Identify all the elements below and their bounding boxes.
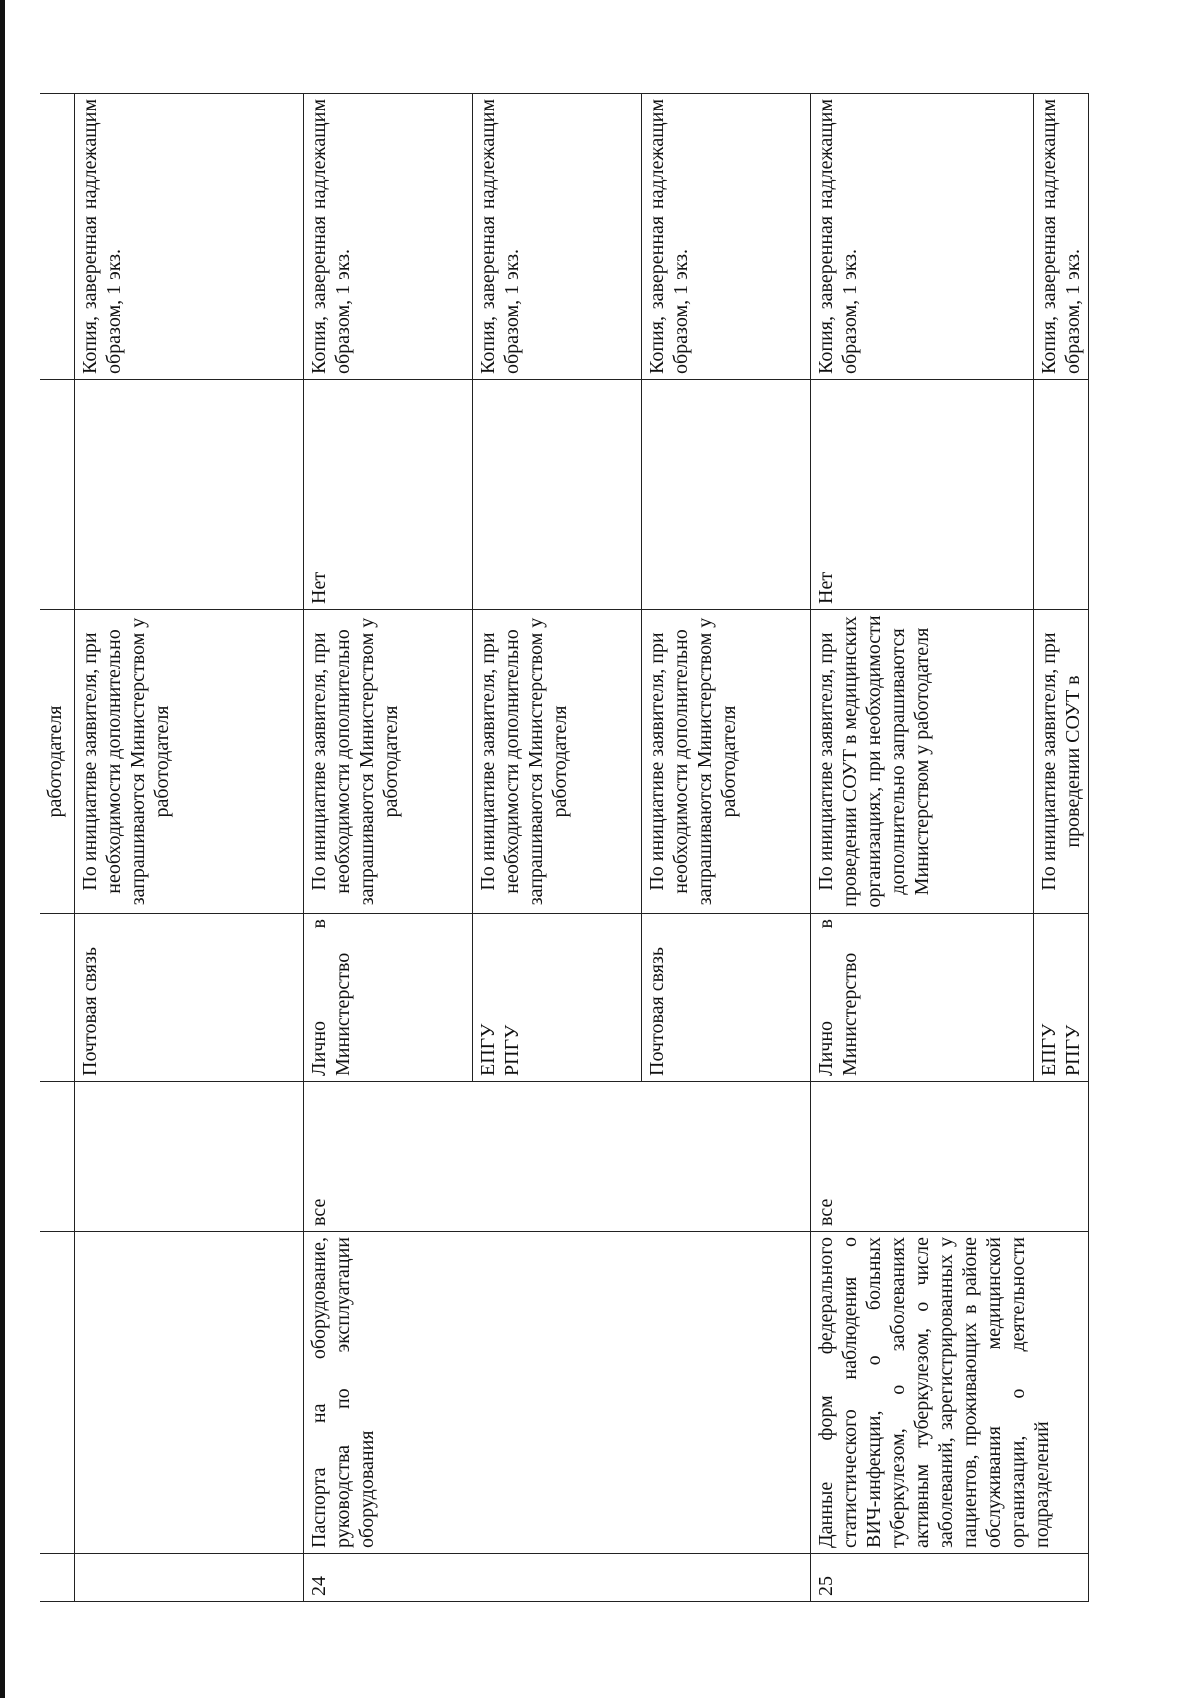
documents-table (40, 93, 1089, 1602)
scan-edge (0, 0, 5, 1698)
cell-interagency (1034, 380, 1089, 610)
cell-interagency (473, 380, 642, 610)
method-epgu: ЕПГУ (1038, 1023, 1060, 1076)
cell-when: По инициативе заявителя, при проведении СОУТ в (1034, 610, 1089, 914)
cell-scope: все (304, 1082, 811, 1232)
cell-when-tail: работодателя (40, 610, 75, 914)
cell-document-name: Данные форм федерального статистического наблюдения о ВИЧ-инфекции, о больных туберкулезом, о заболеваниях активным туберкулезом, о числе заболеваний, зарегистрированных у пациентов, проживающих в районе обслуживания медицинской организации, о деятельности подразделений (811, 1232, 1089, 1554)
cell-form: Копия, заверенная надлежащим образом, 1 экз. (811, 94, 1034, 380)
method-rpgu: РПГУ (501, 1024, 523, 1076)
cell-interagency (75, 380, 304, 610)
cell-when: По инициативе заявителя, при необходимости дополнительно запрашиваются Министерством у работодателя (75, 610, 304, 914)
table-row-continuation-tail (40, 94, 75, 1602)
method-rpgu: РПГУ (1062, 1024, 1084, 1076)
method-epgu: ЕПГУ (477, 1023, 499, 1076)
cell-interagency: Нет (304, 380, 473, 610)
cell-when: По инициативе заявителя, при проведении СОУТ в медицинских организациях, при необходимости дополнительно запрашиваются Министерством у работодателя (811, 610, 1034, 914)
cell-form: Копия, заверенная надлежащим образом, 1 экз. (304, 94, 473, 380)
cell-scope: все (811, 1082, 1089, 1232)
table-row-25-way-1 (811, 94, 1034, 1602)
cell-form: Копия, заверенная надлежащим образом, 1 экз. (1034, 94, 1089, 380)
cell-method (473, 914, 642, 1082)
cell-row-number: 25 (811, 1554, 1089, 1602)
cell-document-name: Паспорта на оборудование, руководства по эксплуатации оборудования (304, 1232, 811, 1554)
cell-method: Почтовая связь (75, 914, 304, 1082)
cell-method: Лично в Министерство (304, 914, 473, 1082)
cell-when: По инициативе заявителя, при необходимости дополнительно запрашиваются Министерством у работодателя (304, 610, 473, 914)
cell-form: Копия, заверенная надлежащим образом, 1 экз. (75, 94, 304, 380)
cell-row-number: 24 (304, 1554, 811, 1602)
table-row-24-way-1 (304, 94, 473, 1602)
cell-form: Копия, заверенная надлежащим образом, 1 экз. (642, 94, 811, 380)
table-row-continuation (75, 94, 304, 1602)
cell-form: Копия, заверенная надлежащим образом, 1 экз. (473, 94, 642, 380)
cell-interagency: Нет (811, 380, 1034, 610)
cell-when: По инициативе заявителя, при необходимости дополнительно запрашиваются Министерством у работодателя (642, 610, 811, 914)
cell-method (1034, 914, 1089, 1082)
cell-when: По инициативе заявителя, при необходимости дополнительно запрашиваются Министерством у работодателя (473, 610, 642, 914)
cell-method: Лично в Министерство (811, 914, 1034, 1082)
cell-method: Почтовая связь (642, 914, 811, 1082)
cell-interagency (642, 380, 811, 610)
rotated-page (40, 94, 1120, 1602)
